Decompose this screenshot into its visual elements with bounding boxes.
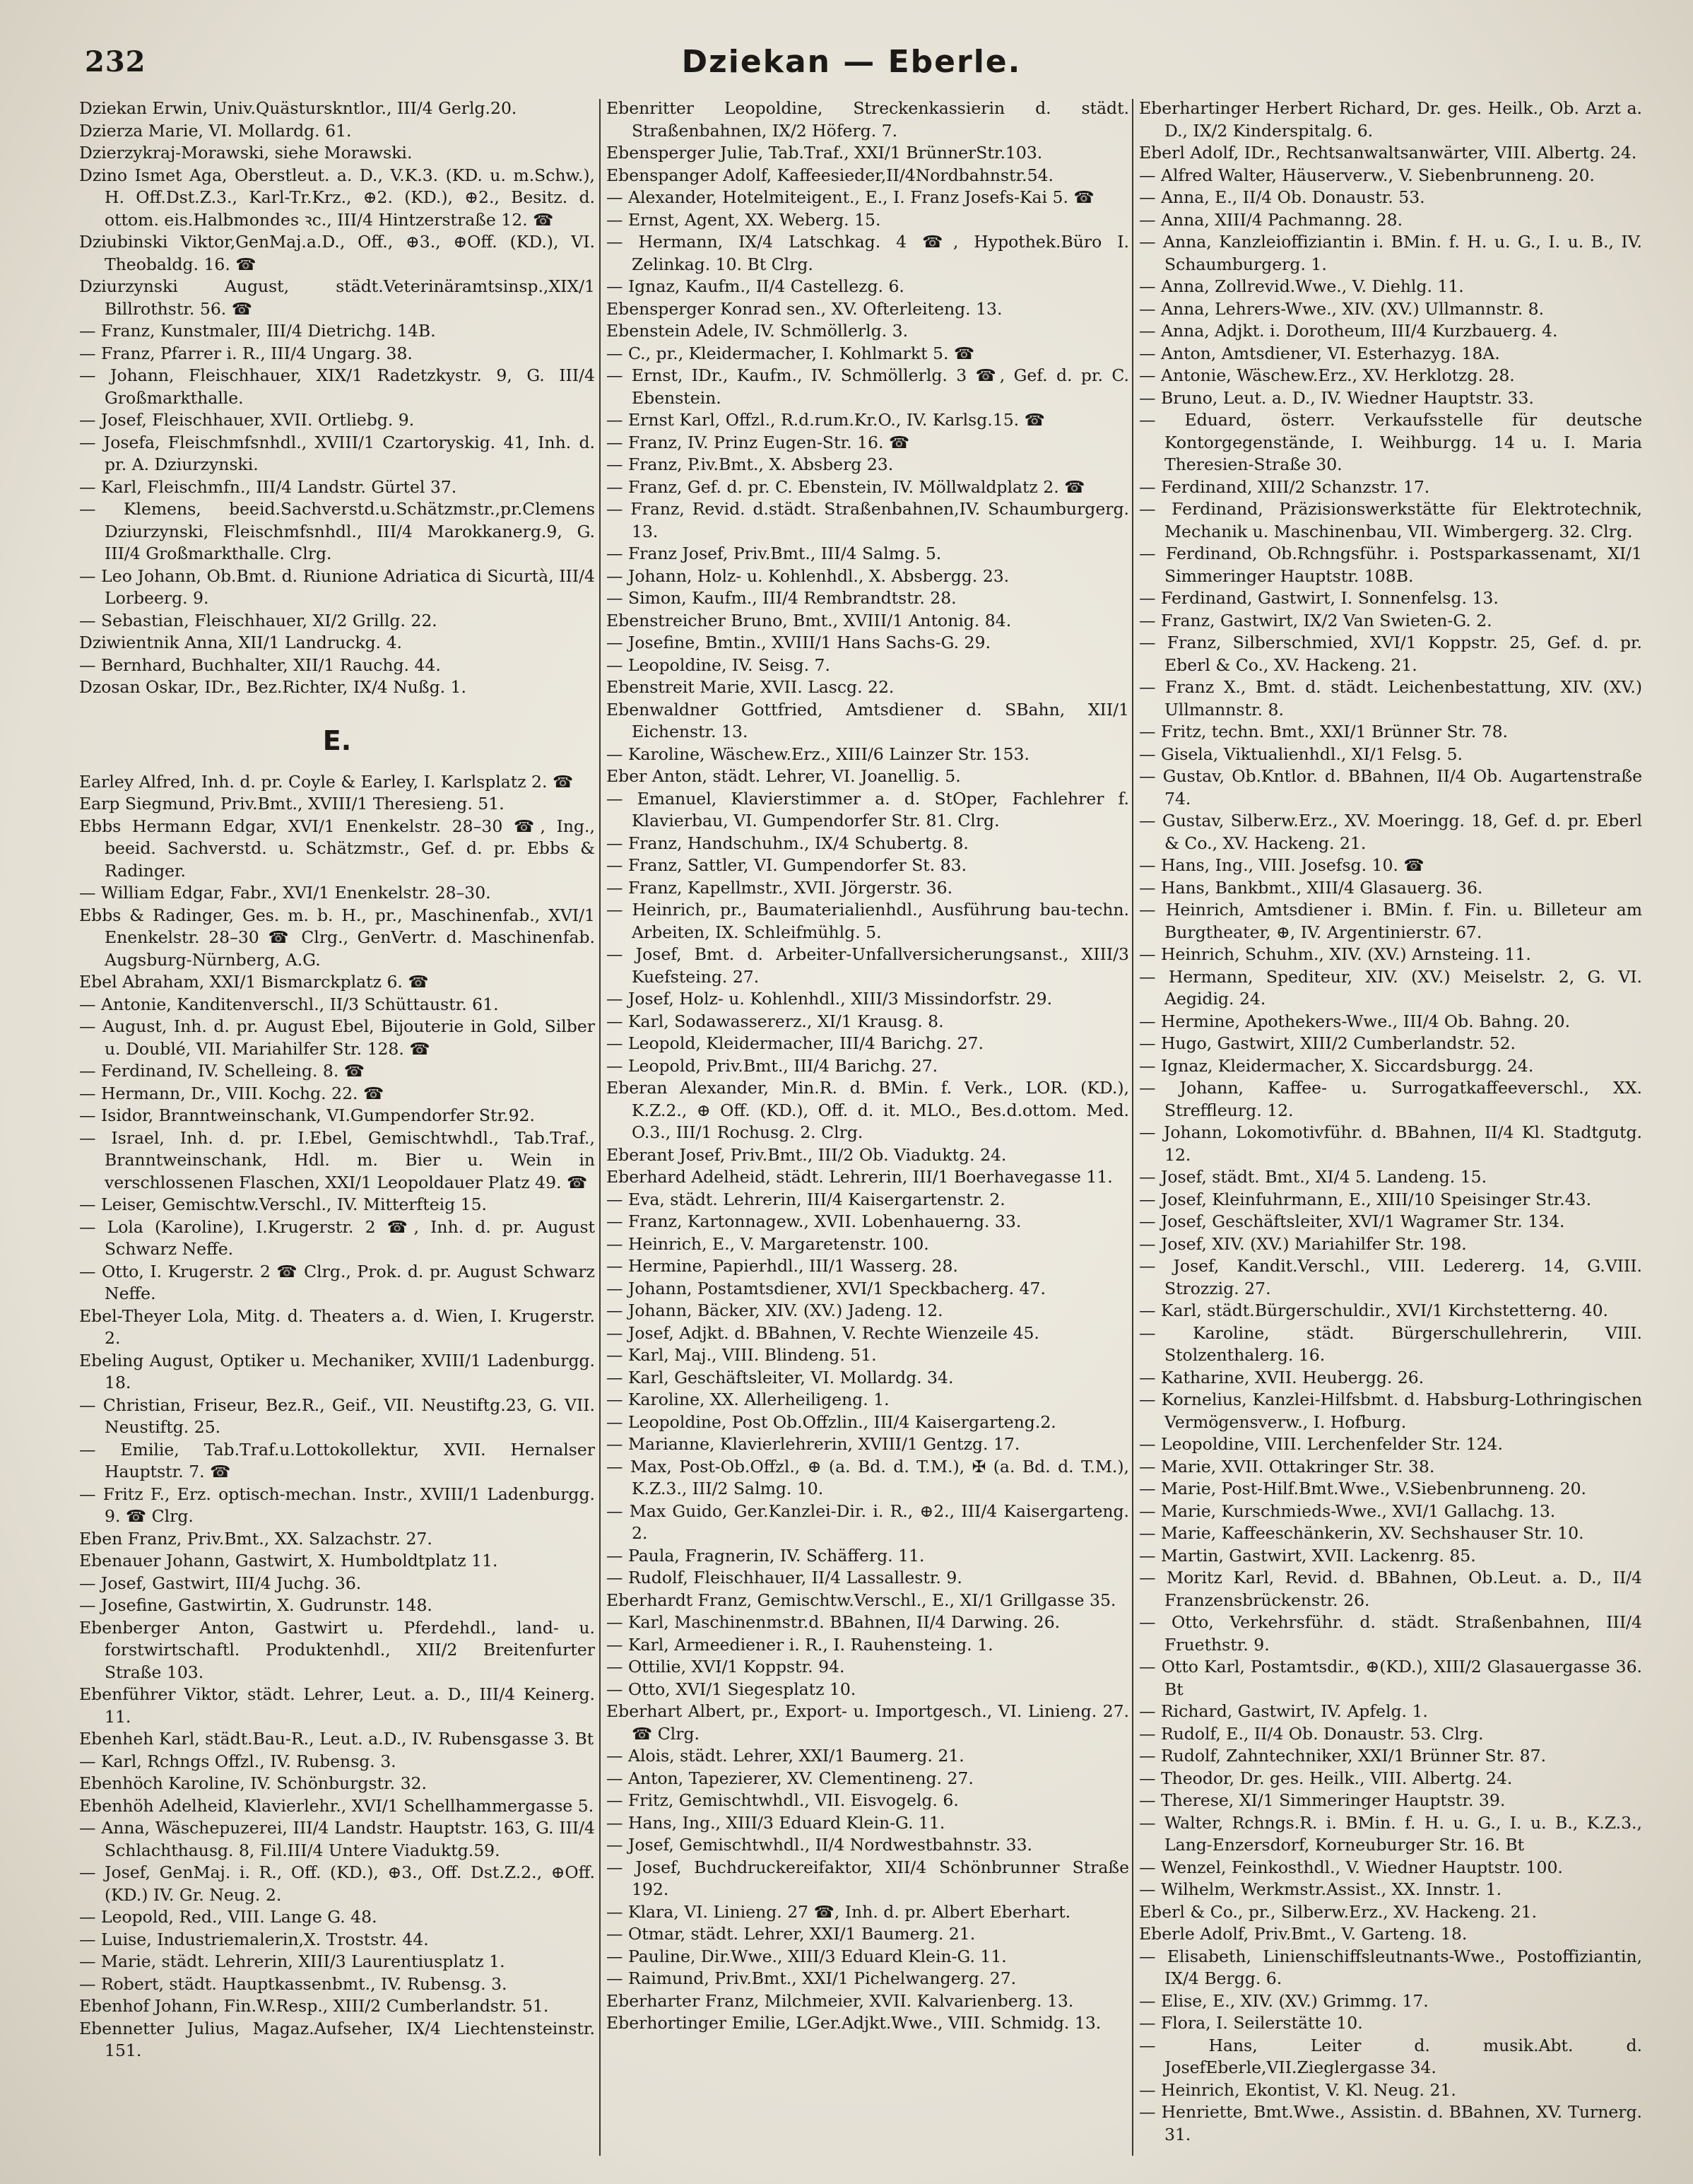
directory-entry: — Walter, Rchngs.R. i. BMin. f. H. u. G., I. u. B., K.Z.3., Lang-Enzersdorf, Korneuburger Str. 16. Bt	[1139, 1812, 1642, 1855]
directory-entry: — Johann, Fleischhauer, XIX/1 Radetzkystr. 9, G. III/4 Großmarkthalle.	[79, 365, 595, 408]
directory-entry: — Katharine, XVII. Heubergg. 26.	[1139, 1367, 1424, 1387]
directory-entry: — Franz, Kunstmaler, III/4 Dietrichg. 14B.	[79, 321, 436, 341]
directory-entry: — Josef, Geschäftsleiter, XVI/1 Wagramer Str. 134.	[1139, 1211, 1565, 1231]
page-header	[71, 41, 1632, 105]
directory-entry: Ebenritter Leopoldine, Streckenkassierin d. städt. Straßenbahnen, IX/2 Höferg. 7.	[606, 98, 1129, 141]
directory-entry: — Therese, XI/1 Simmeringer Hauptstr. 39.	[1139, 1790, 1506, 1810]
directory-entry: — Alexander, Hotelmiteigent., E., I. Franz Josefs-Kai 5. ☎	[606, 187, 1095, 207]
directory-entry: — Ernst Karl, Offzl., R.d.rum.Kr.O., IV. Karlsg.15. ☎	[606, 410, 1045, 430]
directory-entry: Ebenhof Johann, Fin.W.Resp., XIII/2 Cumberlandstr. 51.	[79, 1996, 549, 2016]
directory-entry: Eber Anton, städt. Lehrer, VI. Joanellig. 5.	[606, 766, 961, 786]
directory-column-2	[606, 98, 1129, 2161]
directory-entry: Ebel-Theyer Lola, Mitg. d. Theaters a. d. Wien, I. Krugerstr. 2.	[79, 1305, 595, 1348]
directory-entry: — Marie, Post-Hilf.Bmt.Wwe., V.Siebenbrunneng. 20.	[1139, 1479, 1587, 1498]
directory-entry: — Antonie, Wäschew.Erz., XV. Herklotzg. 28.	[1139, 365, 1515, 385]
directory-entry: — Karl, Sodawassererz., XI/1 Krausg. 8.	[606, 1011, 944, 1031]
directory-entry: — Josef, Kandit.Verschl., VIII. Ledererg. 14, G.VIII. Strozzig. 27.	[1139, 1256, 1642, 1298]
directory-entry: — Eva, städt. Lehrerin, III/4 Kaisergartenstr. 2.	[606, 1189, 1005, 1209]
directory-entry: — Franz, Pfarrer i. R., III/4 Ungarg. 38.	[79, 343, 413, 363]
directory-entry: Ebenführer Viktor, städt. Lehrer, Leut. a. D., III/4 Keinerg. 11.	[79, 1684, 595, 1727]
directory-entry: — Leopold, Red., VIII. Lange G. 48.	[79, 1907, 377, 1927]
directory-entry: Ebbs & Radinger, Ges. m. b. H., pr., Maschinenfab., XVI/1 Enenkelstr. 28–30 ☎ Clrg., GenVertr. d. Maschinenfab. Augsburg-Nürnberg, A.G.	[79, 905, 595, 970]
directory-entry: — Luise, Industriemalerin,X. Troststr. 44.	[79, 1929, 429, 1949]
directory-column-1	[79, 98, 595, 2161]
directory-entry: — Ignaz, Kaufm., II/4 Castellezg. 6.	[606, 276, 904, 296]
directory-entry: Ebbs Hermann Edgar, XVI/1 Enenkelstr. 28–30 ☎, Ing., beeid. Sachverstd. u. Schätzmstr., Gef. d. pr. Ebbs & Radinger.	[79, 816, 595, 881]
directory-entry: — Josefine, Gastwirtin, X. Gudrunstr. 148.	[79, 1595, 432, 1615]
directory-entry: — Gustav, Silberw.Erz., XV. Moeringg. 18, Gef. d. pr. Eberl & Co., XV. Hackeng. 21.	[1139, 811, 1642, 853]
directory-entry: — Alfred Walter, Häuserverw., V. Siebenbrunneng. 20.	[1139, 165, 1595, 185]
directory-entry: — Karl, Maschinenmstr.d. BBahnen, II/4 Darwing. 26.	[606, 1612, 1061, 1632]
directory-entry: — Leopoldine, VIII. Lerchenfelder Str. 124.	[1139, 1434, 1503, 1454]
directory-entry: — Hermann, Spediteur, XIV. (XV.) Meiselstr. 2, G. VI. Aegidig. 24.	[1139, 966, 1642, 1009]
directory-entry: — Antonie, Kanditenverschl., II/3 Schüttaustr. 61.	[79, 994, 499, 1014]
directory-entry: — Karl, Armeediener i. R., I. Rauhensteing. 1.	[606, 1634, 993, 1655]
directory-entry: — Ernst, IDr., Kaufm., IV. Schmöllerlg. 3 ☎, Gef. d. pr. C. Ebenstein.	[606, 365, 1129, 408]
directory-entry: — Josef, Holz- u. Kohlenhdl., XIII/3 Missindorfstr. 29.	[606, 989, 1053, 1009]
directory-entry: Eberl & Co., pr., Silberw.Erz., XV. Hackeng. 21.	[1139, 1901, 1538, 1922]
directory-entry: — Moritz Karl, Revid. d. BBahnen, Ob.Leut. a. D., II/4 Franzensbrückenstr. 26.	[1139, 1568, 1642, 1610]
directory-entry: — Hermann, IX/4 Latschkag. 4 ☎, Hypothek.Büro I. Zelinkag. 10. Bt Clrg.	[606, 232, 1129, 274]
directory-entry: — Johann, Lokomotivführ. d. BBahnen, II/4 Kl. Stadtgutg. 12.	[1139, 1122, 1642, 1165]
directory-entry: — Franz, Silberschmied, XVI/1 Koppstr. 25, Gef. d. pr. Eberl & Co., XV. Hackeng. 21.	[1139, 633, 1642, 675]
column-divider	[599, 99, 601, 2156]
directory-entry: — Anna, XIII/4 Pachmanng. 28.	[1139, 209, 1403, 230]
directory-entry: — Franz, Gef. d. pr. C. Ebenstein, IV. Möllwaldplatz 2. ☎	[606, 476, 1085, 497]
directory-entry: Eberle Adolf, Priv.Bmt., V. Garteng. 18.	[1139, 1924, 1468, 1944]
directory-entry: — Otmar, städt. Lehrer, XXI/1 Baumerg. 21.	[606, 1924, 976, 1944]
directory-entry: — Gisela, Viktualienhdl., XI/1 Felsg. 5.	[1139, 744, 1463, 764]
directory-entry: Ebennetter Julius, Magaz.Aufseher, IX/4 Liechtensteinstr. 151.	[79, 2018, 595, 2060]
directory-entry: — Franz, IV. Prinz Eugen-Str. 16. ☎	[606, 432, 910, 452]
directory-entry: — Bernhard, Buchhalter, XII/1 Rauchg. 44.	[79, 654, 441, 675]
directory-entry: Eberhortinger Emilie, LGer.Adjkt.Wwe., VIII. Schmidg. 13.	[606, 2013, 1102, 2033]
directory-entry: — Klara, VI. Linieng. 27 ☎, Inh. d. pr. Albert Eberhart.	[606, 1901, 1071, 1922]
directory-entry: — Ernst, Agent, XX. Weberg. 15.	[606, 209, 881, 230]
directory-entry: — Franz X., Bmt. d. städt. Leichenbestattung, XIV. (XV.) Ullmannstr. 8.	[1139, 677, 1642, 720]
directory-entry: — Hermann, Dr., VIII. Kochg. 22. ☎	[79, 1083, 384, 1103]
directory-entry: — Anton, Tapezierer, XV. Clementineng. 27.	[606, 1768, 974, 1788]
directory-entry: Dziubinski Viktor,GenMaj.a.D., Off., ⊕3., ⊕Off. (KD.), VI. Theobaldg. 16. ☎	[79, 232, 595, 274]
directory-entry: — Josef, Gastwirt, III/4 Juchg. 36.	[79, 1573, 362, 1593]
directory-entry: — Martin, Gastwirt, XVII. Lackenrg. 85.	[1139, 1545, 1476, 1566]
directory-entry: — Wilhelm, Werkmstr.Assist., XX. Innstr. 1.	[1139, 1879, 1502, 1899]
directory-entry: — Max, Post-Ob.Offzl., ⊕ (a. Bd. d. T.M.), ✠ (a. Bd. d. T.M.), K.Z.3., III/2 Salmg. 10.	[606, 1456, 1129, 1498]
directory-entry: Eberan Alexander, Min.R. d. BMin. f. Verk., LOR. (KD.), K.Z.2., ⊕ Off. (KD.), Off. d. it. MLO., Bes.d.ottom. Med. O.3., III/1 Rochusg. 2. Clrg.	[606, 1078, 1129, 1142]
directory-entry: — Johann, Postamtsdiener, XVI/1 Speckbacherg. 47.	[606, 1278, 1046, 1298]
directory-entry: — Hugo, Gastwirt, XIII/2 Cumberlandstr. 52.	[1139, 1033, 1516, 1053]
directory-entry: — Leiser, Gemischtw.Verschl., IV. Mitterfteig 15.	[79, 1194, 488, 1214]
directory-entry: — Hans, Ing., XIII/3 Eduard Klein-G. 11.	[606, 1812, 945, 1833]
directory-entry: Ebensperger Julie, Tab.Traf., XXI/1 BrünnerStr.103.	[606, 143, 1043, 163]
directory-entry: — Anna, Wäschepuzerei, III/4 Landstr. Hauptstr. 163, G. III/4 Schlachthausg. 8, Fil.III/4 Untere Viaduktg.59.	[79, 1818, 595, 1860]
directory-entry: — Rudolf, Fleischhauer, II/4 Lassallestr. 9.	[606, 1568, 962, 1587]
directory-entry: — Franz, P.iv.Bmt., X. Absberg 23.	[606, 454, 894, 474]
directory-entry: Ebenhöch Karoline, IV. Schönburgstr. 32.	[79, 1773, 427, 1793]
directory-entry: — Hans, Bankbmt., XIII/4 Glasauerg. 36.	[1139, 877, 1483, 898]
directory-entry: — Theodor, Dr. ges. Heilk., VIII. Albertg. 24.	[1139, 1768, 1513, 1788]
directory-entry: — Heinrich, Amtsdiener i. BMin. f. Fin. u. Billeteur am Burgtheater, ⊕, IV. Argentinierstr. 67.	[1139, 900, 1642, 942]
directory-entry: Dziekan Erwin, Univ.Quästurskntlor., III/4 Gerlg.20.	[79, 98, 517, 118]
directory-entry: — Elisabeth, Linienschiffsleutnants-Wwe., Postoffiziantin, IX/4 Bergg. 6.	[1139, 1946, 1642, 1988]
directory-entry: — Ferdinand, Gastwirt, I. Sonnenfelsg. 13.	[1139, 588, 1499, 608]
directory-entry: — Johann, Kaffee- u. Surrogatkaffeeverschl., XX. Streffleurg. 12.	[1139, 1078, 1642, 1120]
directory-entry: — Otto, I. Krugerstr. 2 ☎ Clrg., Prok. d. pr. August Schwarz Neffe.	[79, 1261, 595, 1303]
directory-entry: — Heinrich, pr., Baumaterialienhdl., Ausführung bau-techn. Arbeiten, IX. Schleifmühlg. 5.	[606, 900, 1129, 942]
directory-entry: — Anton, Amtsdiener, VI. Esterhazyg. 18A.	[1139, 343, 1500, 363]
directory-entry: — Marie, XVII. Ottakringer Str. 38.	[1139, 1456, 1435, 1476]
directory-entry: — Ferdinand, IV. Schelleing. 8. ☎	[79, 1061, 365, 1081]
directory-entry: Earley Alfred, Inh. d. pr. Coyle & Earley, I. Karlsplatz 2. ☎	[79, 771, 574, 792]
directory-entry: — Rudolf, Zahntechniker, XXI/1 Brünner Str. 87.	[1139, 1746, 1547, 1766]
directory-entry: Ebensperger Konrad sen., XV. Ofterleiteng. 13.	[606, 298, 1003, 319]
directory-entry: — Ferdinand, Präzisionswerkstätte für Elektrotechnik, Mechanik u. Maschinenbau, VII. Wimbergerg. 32. Clrg.	[1139, 499, 1642, 541]
directory-entry: — Franz Josef, Priv.Bmt., III/4 Salmg. 5.	[606, 544, 942, 563]
directory-entry: Eberhard Adelheid, städt. Lehrerin, III/1 Boerhavegasse 11.	[606, 1167, 1113, 1187]
directory-entry: — Josefa, Fleischmfsnhdl., XVIII/1 Czartoryskig. 41, Inh. d. pr. A. Dziurzynski.	[79, 432, 595, 474]
directory-entry: — Franz, Gastwirt, IX/2 Van Swieten-G. 2.	[1139, 610, 1492, 630]
directory-entry: — Franz, Sattler, VI. Gumpendorfer St. 83.	[606, 855, 967, 875]
directory-entry: — Leo Johann, Ob.Bmt. d. Riunione Adriatica di Sicurtà, III/4 Lorbeerg. 9.	[79, 565, 595, 608]
directory-entry: — Leopoldine, Post Ob.Offzlin., III/4 Kaisergarteng.2.	[606, 1411, 1056, 1432]
directory-entry: — Josef, städt. Bmt., XI/4 5. Landeng. 15.	[1139, 1167, 1487, 1187]
directory-entry: — Otto, Verkehrsführ. d. städt. Straßenbahnen, III/4 Fruethstr. 9.	[1139, 1612, 1642, 1655]
directory-entry: — Christian, Friseur, Bez.R., Geif., VII. Neustiftg.23, G. VII. Neustiftg. 25.	[79, 1395, 595, 1437]
directory-entry: — Anna, Kanzleioffiziantin i. BMin. f. H. u. G., I. u. B., IV. Schaumburgerg. 1.	[1139, 232, 1642, 274]
directory-column-3	[1139, 98, 1642, 2161]
directory-entry: — Franz, Kapellmstr., XVII. Jörgerstr. 36.	[606, 877, 953, 898]
directory-entry: Dziwientnik Anna, XII/1 Landruckg. 4.	[79, 633, 403, 652]
directory-entry: — Josef, Fleischhauer, XVII. Ortliebg. 9.	[79, 410, 415, 430]
directory-entry: — Simon, Kaufm., III/4 Rembrandtstr. 28.	[606, 588, 957, 608]
directory-entry: Eberhartinger Herbert Richard, Dr. ges. Heilk., Ob. Arzt a. D., IX/2 Kinderspitalg. 6.	[1139, 98, 1642, 141]
directory-entry: — Klemens, beeid.Sachverstd.u.Schätzmstr.,pr.Clemens Dziurzynski, Fleischmfsnhdl., III/4 Marokkanerg.9, G. III/4 Großmarkthalle. Clrg.	[79, 499, 595, 563]
directory-entry: Ebenstein Adele, IV. Schmöllerlg. 3.	[606, 321, 909, 341]
directory-entry: — Alois, städt. Lehrer, XXI/1 Baumerg. 21.	[606, 1746, 965, 1766]
directory-entry: Ebenwaldner Gottfried, Amtsdiener d. SBahn, XII/1 Eichenstr. 13.	[606, 699, 1129, 741]
directory-entry: Ebenspanger Adolf, Kaffeesieder,II/4Nordbahnstr.54.	[606, 165, 1054, 185]
directory-entry: — Heinrich, Schuhm., XIV. (XV.) Arnsteing. 11.	[1139, 944, 1531, 964]
directory-entry: Ebenberger Anton, Gastwirt u. Pferdehdl., land- u. forstwirtschaftl. Produktenhdl., XII/2 Breitenfurter Straße 103.	[79, 1617, 595, 1682]
directory-entry: — Leopoldine, IV. Seisg. 7.	[606, 654, 830, 675]
directory-entry: — Josefine, Bmtin., XVIII/1 Hans Sachs-G. 29.	[606, 633, 991, 652]
directory-entry: Earp Siegmund, Priv.Bmt., XVIII/1 Theresieng. 51.	[79, 794, 505, 814]
directory-entry: — Josef, Gemischtwhdl., II/4 Nordwestbahnstr. 33.	[606, 1835, 1033, 1855]
directory-entry: Ebenheh Karl, städt.Bau-R., Leut. a.D., IV. Rubensgasse 3. Bt	[79, 1729, 594, 1749]
directory-entry: — Lola (Karoline), I.Krugerstr. 2 ☎, Inh. d. pr. August Schwarz Neffe.	[79, 1216, 595, 1259]
directory-entry: Ebenstreicher Bruno, Bmt., XVIII/1 Antonig. 84.	[606, 610, 1012, 630]
directory-entry: — Josef, Buchdruckereifaktor, XII/4 Schönbrunner Straße 192.	[606, 1857, 1129, 1899]
directory-entry: — Josef, Kleinfuhrmann, E., XIII/10 Speisinger Str.43.	[1139, 1189, 1592, 1209]
directory-entry: — Franz, Revid. d.städt. Straßenbahnen,IV. Schaumburgerg. 13.	[606, 499, 1129, 541]
directory-entry: — Karoline, XX. Allerheiligeng. 1.	[606, 1390, 890, 1409]
directory-entry: — Marie, Kurschmieds-Wwe., XVI/1 Gallachg. 13.	[1139, 1501, 1556, 1521]
directory-entry: — Rudolf, E., II/4 Ob. Donaustr. 53. Clrg.	[1139, 1723, 1484, 1744]
section-letter: E.	[322, 724, 352, 756]
directory-entry: — Gustav, Ob.Kntlor. d. BBahnen, II/4 Ob. Augartenstraße 74.	[1139, 766, 1642, 809]
directory-entry: — Heinrich, E., V. Margaretenstr. 100.	[606, 1233, 929, 1254]
directory-entry: — Bruno, Leut. a. D., IV. Wiedner Hauptstr. 33.	[1139, 387, 1534, 408]
directory-entry: — Paula, Fragnerin, IV. Schäfferg. 11.	[606, 1545, 925, 1566]
directory-entry: — Emanuel, Klavierstimmer a. d. StOper, Fachlehrer f. Klavierbau, VI. Gumpendorfer Str. 81. Clrg.	[606, 788, 1129, 830]
directory-entry: Ebenstreit Marie, XVII. Lascg. 22.	[606, 677, 895, 697]
directory-entry: Eberharter Franz, Milchmeier, XVII. Kalvarienberg. 13.	[606, 1990, 1074, 2011]
directory-entry: — Israel, Inh. d. pr. I.Ebel, Gemischtwhdl., Tab.Traf., Branntweinschank, Hdl. m. Bier u. Wein in verschlossenen Flaschen, XXI/1 Leopoldauer Platz 49. ☎	[79, 1127, 595, 1192]
directory-entry: — Fritz F., Erz. optisch-mechan. Instr., XVIII/1 Ladenburgg. 9. ☎ Clrg.	[79, 1484, 595, 1526]
directory-entry: — Hermine, Papierhdl., III/1 Wasserg. 28.	[606, 1256, 958, 1276]
directory-entry: — Franz, Handschuhm., IX/4 Schubertg. 8.	[606, 833, 969, 853]
directory-entry: — Ferdinand, Ob.Rchngsführ. i. Postsparkassenamt, XI/1 Simmeringer Hauptstr. 108B.	[1139, 544, 1642, 586]
directory-entry: Ebenhöh Adelheid, Klavierlehr., XVI/1 Schellhammergasse 5.	[79, 1795, 594, 1816]
directory-entry: Dzosan Oskar, IDr., Bez.Richter, IX/4 Nußg. 1.	[79, 677, 467, 697]
directory-entry: — Marie, städt. Lehrerin, XIII/3 Laurentiusplatz 1.	[79, 1951, 505, 1971]
directory-entry: — Johann, Bäcker, XIV. (XV.) Jadeng. 12.	[606, 1301, 943, 1320]
directory-entry: Eberant Josef, Priv.Bmt., III/2 Ob. Viaduktg. 24.	[606, 1144, 1007, 1165]
column-divider	[1132, 99, 1133, 2156]
directory-entry: Ebeling August, Optiker u. Mechaniker, XVIII/1 Ladenburgg. 18.	[79, 1350, 595, 1392]
directory-entry: — Karl, städt.Bürgerschuldir., XVI/1 Kirchstetterng. 40.	[1139, 1301, 1609, 1320]
directory-entry: — Otto, XVI/1 Siegesplatz 10.	[606, 1679, 856, 1699]
directory-entry: — Heinrich, Ekontist, V. Kl. Neug. 21.	[1139, 2079, 1456, 2100]
directory-entry: — Josef, Bmt. d. Arbeiter-Unfallversicherungsanst., XIII/3 Kuefsteing. 27.	[606, 944, 1129, 987]
directory-entry: — Karl, Maj., VIII. Blindeng. 51.	[606, 1345, 877, 1365]
directory-entry: Eberhart Albert, pr., Export- u. Importgesch., VI. Linieng. 27. ☎ Clrg.	[606, 1701, 1129, 1744]
directory-entry: Dzierza Marie, VI. Mollardg. 61.	[79, 120, 352, 141]
directory-entry: — Fritz, techn. Bmt., XXI/1 Brünner Str. 78.	[1139, 722, 1509, 741]
directory-entry: — Anna, E., II/4 Ob. Donaustr. 53.	[1139, 187, 1425, 207]
directory-entry: — Josef, GenMaj. i. R., Off. (KD.), ⊕3., Off. Dst.Z.2., ⊕Off. (KD.) IV. Gr. Neug. 2.	[79, 1862, 595, 1905]
directory-entry: — Anna, Lehrers-Wwe., XIV. (XV.) Ullmannstr. 8.	[1139, 298, 1545, 319]
directory-entry: Ebenauer Johann, Gastwirt, X. Humboldtplatz 11.	[79, 1551, 498, 1571]
directory-entry: — Marie, Kaffeeschänkerin, XV. Sechshauser Str. 10.	[1139, 1523, 1584, 1543]
directory-entry: — Robert, städt. Hauptkassenbmt., IV. Rubensg. 3.	[79, 1973, 507, 1994]
directory-entry: — Ottilie, XVI/1 Koppstr. 94.	[606, 1657, 845, 1677]
directory-entry: Dzierzykraj-Morawski, siehe Morawski.	[79, 143, 413, 163]
directory-entry: — August, Inh. d. pr. August Ebel, Bijouterie in Gold, Silber u. Doublé, VII. Mariahilfer Str. 128. ☎	[79, 1016, 595, 1059]
directory-entry: — Max Guido, Ger.Kanzlei-Dir. i. R., ⊕2., III/4 Kaisergarteng. 2.	[606, 1501, 1129, 1543]
directory-entry: — Elise, E., XIV. (XV.) Grimmg. 17.	[1139, 1990, 1429, 2011]
directory-entry: — Franz, Kartonnagew., XVII. Lobenhauerng. 33.	[606, 1211, 1022, 1231]
directory-entry: — Marianne, Klavierlehrerin, XVIII/1 Gentzg. 17.	[606, 1434, 1020, 1454]
directory-entry: — Emilie, Tab.Traf.u.Lottokollektur, XVII. Hernalser Hauptstr. 7. ☎	[79, 1439, 595, 1481]
directory-entry: — Fritz, Gemischtwhdl., VII. Eisvogelg. 6.	[606, 1790, 959, 1810]
directory-entry: — Josef, XIV. (XV.) Mariahilfer Str. 198.	[1139, 1233, 1467, 1254]
directory-entry: — Anna, Adjkt. i. Dorotheum, III/4 Kurzbauerg. 4.	[1139, 321, 1558, 341]
directory-entry: Dziurzynski August, städt.Veterinäramtsinsp.,XIX/1 Billrothstr. 56. ☎	[79, 276, 595, 319]
directory-entry: — Flora, I. Seilerstätte 10.	[1139, 2013, 1363, 2033]
directory-entry: — Henriette, Bmt.Wwe., Assistin. d. BBahnen, XV. Turnerg. 31.	[1139, 2102, 1642, 2144]
directory-entry: Dzino Ismet Aga, Oberstleut. a. D., V.K.3. (KD. u. m.Schw.), H. Off.Dst.Z.3., Karl-Tr.Krz., ⊕2. (KD.), ⊕2., Besitz. d. ottom. eis.Halbmondes ꝛc., III/4 Hintzerstraße 12. ☎	[79, 165, 595, 230]
directory-entry: — Karl, Rchngs Offzl., IV. Rubensg. 3.	[79, 1751, 396, 1771]
directory-entry: — Leopold, Priv.Bmt., III/4 Barichg. 27.	[606, 1055, 938, 1076]
directory-entry: Ebel Abraham, XXI/1 Bismarckplatz 6. ☎	[79, 972, 429, 992]
directory-entry: — Karoline, Wäschew.Erz., XIII/6 Lainzer Str. 153.	[606, 744, 1030, 764]
directory-entry: — Ferdinand, XIII/2 Schanzstr. 17.	[1139, 476, 1430, 497]
directory-entry: — Raimund, Priv.Bmt., XXI/1 Pichelwangerg. 27.	[606, 1968, 1017, 1988]
directory-entry: — Leopold, Kleidermacher, III/4 Barichg. 27.	[606, 1033, 984, 1053]
directory-entry: — Karoline, städt. Bürgerschullehrerin, VIII. Stolzenthalerg. 16.	[1139, 1322, 1642, 1365]
directory-entry: Eben Franz, Priv.Bmt., XX. Salzachstr. 27.	[79, 1528, 432, 1549]
directory-entry: — Ignaz, Kleidermacher, X. Siccardsburgg. 24.	[1139, 1055, 1534, 1076]
directory-entry: — Hans, Leiter d. musik.Abt. d. JosefEberle,VII.Zieglergasse 34.	[1139, 2035, 1642, 2077]
directory-entry: — Richard, Gastwirt, IV. Apfelg. 1.	[1139, 1701, 1428, 1721]
directory-entry: Eberhardt Franz, Gemischtw.Verschl., E., XI/1 Grillgasse 35.	[606, 1590, 1116, 1610]
directory-entry: — C., pr., Kleidermacher, I. Kohlmarkt 5. ☎	[606, 343, 975, 363]
directory-entry: — Isidor, Branntweinschank, VI.Gumpendorfer Str.92.	[79, 1105, 535, 1125]
directory-entry: — Hans, Ing., VIII. Josefsg. 10. ☎	[1139, 855, 1424, 875]
directory-entry: — Anna, Zollrevid.Wwe., V. Diehlg. 11.	[1139, 276, 1464, 296]
directory-entry: — Karl, Geschäftsleiter, VI. Mollardg. 34.	[606, 1367, 954, 1387]
directory-entry: — Kornelius, Kanzlei-Hilfsbmt. d. Habsburg-Lothringischen Vermögensverw., I. Hofburg.	[1139, 1390, 1642, 1432]
directory-entry: — Hermine, Apothekers-Wwe., III/4 Ob. Bahng. 20.	[1139, 1011, 1571, 1031]
directory-entry: — Wenzel, Feinkosthdl., V. Wiedner Hauptstr. 100.	[1139, 1857, 1563, 1877]
directory-entry: — Pauline, Dir.Wwe., XIII/3 Eduard Klein-G. 11.	[606, 1946, 1007, 1966]
directory-entry: — William Edgar, Fabr., XVI/1 Enenkelstr. 28–30.	[79, 883, 491, 903]
directory-entry: — Karl, Fleischmfn., III/4 Landstr. Gürtel 37.	[79, 476, 457, 497]
page-number: 232	[85, 45, 146, 78]
directory-entry: — Otto Karl, Postamtsdir., ⊕(KD.), XIII/2 Glasauergasse 36. Bt	[1139, 1657, 1642, 1699]
directory-entry: — Sebastian, Fleischhauer, XI/2 Grillg. 22.	[79, 610, 437, 630]
directory-entry: — Josef, Adjkt. d. BBahnen, V. Rechte Wienzeile 45.	[606, 1322, 1039, 1343]
directory-entry: — Johann, Holz- u. Kohlenhdl., X. Absbergg. 23.	[606, 565, 1010, 586]
running-head: Dziekan — Eberle.	[681, 44, 1022, 80]
directory-entry: — Eduard, österr. Verkaufsstelle für deutsche Kontorgegenstände, I. Weihburgg. 14 u. I. Maria Theresien-Straße 30.	[1139, 410, 1642, 474]
directory-entry: Eberl Adolf, IDr., Rechtsanwaltsanwärter, VIII. Albertg. 24.	[1139, 143, 1637, 163]
